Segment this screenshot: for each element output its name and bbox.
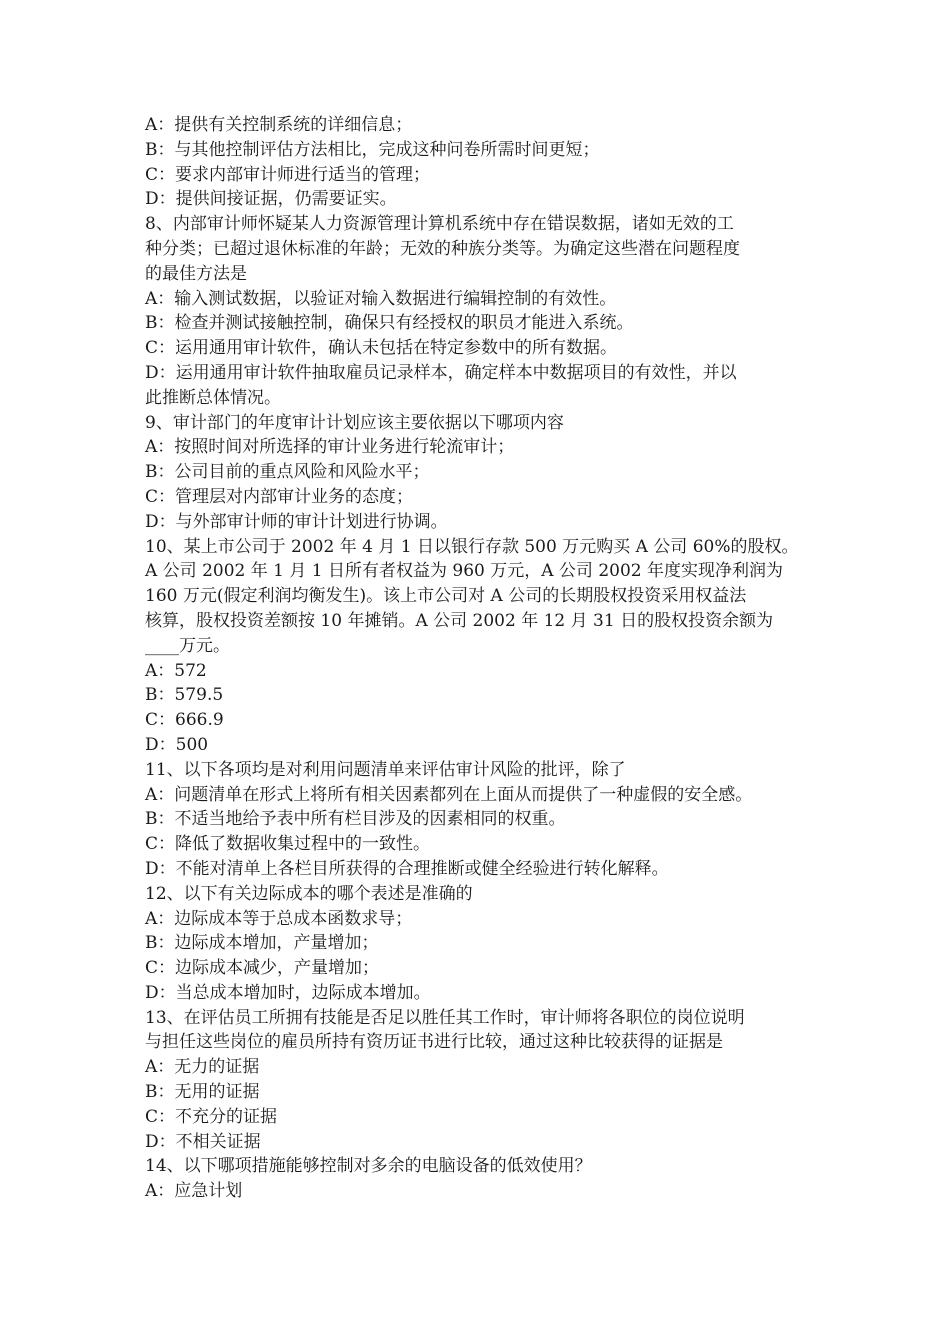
text-line: A：按照时间对所选择的审计业务进行轮流审计；: [145, 437, 515, 458]
question-line: 13、在评估员工所拥有技能是否足以胜任其工作时，审计师将各职位的岗位说明: [145, 1007, 745, 1028]
text-line: B：边际成本增加，产量增加；: [145, 933, 379, 954]
question-line: A 公司 2002 年 1 月 1 日所有者权益为 960 万元，A 公司 2002 年度实现净利润为: [145, 561, 784, 582]
text-line: D：当总成本增加时，边际成本增加。: [145, 982, 431, 1003]
text-line: A：问题清单在形式上将所有相关因素都列在上面从而提供了一种虚假的安全感。: [145, 784, 753, 805]
text-line: D：不相关证据: [145, 1131, 261, 1152]
text-line: D：500: [145, 734, 209, 755]
question-line: 与担任这些岗位的雇员所持有资历证书进行比较，通过这种比较获得的证据是: [145, 1032, 723, 1053]
question-line: 8、内部审计师怀疑某人力资源管理计算机系统中存在错误数据，诸如无效的工: [145, 214, 734, 235]
text-line: B：579.5: [145, 685, 224, 706]
text-line: D：不能对清单上各栏目所获得的合理推断或健全经验进行转化解释。: [145, 858, 669, 879]
text-line: C：要求内部审计师进行适当的管理；: [145, 164, 431, 185]
text-line: A：应急计划: [145, 1181, 243, 1202]
question-line: 的最佳方法是: [145, 263, 247, 284]
text-line: B：检查并测试接触控制，确保只有经授权的职员才能进入系统。: [145, 313, 634, 334]
text-line: B：公司目前的重点风险和风险水平；: [145, 462, 430, 483]
question-line: 10、某上市公司于 2002 年 4 月 1 日以银行存款 500 万元购买 A 公司 60%的股权。: [145, 536, 799, 557]
text-line: D：提供间接证据，仍需要证实。: [145, 189, 397, 210]
question-line: 14、以下哪项措施能够控制对多余的电脑设备的低效使用？: [145, 1156, 592, 1177]
question-line: 核算，股权投资差额按 10 年摊销。A 公司 2002 年 12 月 31 日的股权投资余额为: [145, 610, 774, 631]
text-line: C：边际成本减少，产量增加；: [145, 958, 380, 979]
text-line: A：无力的证据: [145, 1057, 260, 1078]
question-line: 9、审计部门的年度审计计划应该主要依据以下哪项内容: [145, 412, 564, 433]
text-line: B：与其他控制评估方法相比，完成这种问卷所需时间更短；: [145, 139, 600, 160]
text-line: D：与外部审计师的审计计划进行协调。: [145, 511, 448, 532]
text-line: C：管理层对内部审计业务的态度；: [145, 486, 414, 507]
text-line: C：不充分的证据: [145, 1106, 278, 1127]
text-line: C：运用通用审计软件，确认未包括在特定参数中的所有数据。: [145, 338, 618, 359]
question-line: 12、以下有关边际成本的哪个表述是准确的: [145, 883, 473, 904]
question-line: 160 万元(假定利润均衡发生)。该上市公司对 A 公司的长期股权投资采用权益法: [145, 586, 747, 607]
text-line: C：666.9: [145, 710, 224, 731]
question-line: 种分类；已超过退休标准的年龄；无效的种族分类等。为确定这些潜在问题程度: [145, 238, 740, 259]
question-line: ____万元。: [145, 635, 230, 656]
text-line: B：不适当地给予表中所有栏目涉及的因素相同的权重。: [145, 809, 566, 830]
question-line: 11、以下各项均是对利用问题清单来评估审计风险的批评，除了: [145, 759, 626, 780]
text-line: A：边际成本等于总成本函数求导；: [145, 908, 413, 929]
text-line: A：输入测试数据，以验证对输入数据进行编辑控制的有效性。: [145, 288, 617, 309]
document-body: [145, 113, 825, 1204]
text-line: C：降低了数据收集过程中的一致性。: [145, 834, 431, 855]
text-line: D：运用通用审计软件抽取雇员记录样本，确定样本中数据项目的有效性，并以: [145, 362, 737, 383]
text-line: A：提供有关控制系统的详细信息；: [145, 115, 413, 135]
text-line: B：无用的证据: [145, 1082, 260, 1103]
text-line: A：572: [145, 660, 207, 681]
text-line: 此推断总体情况。: [145, 387, 281, 408]
